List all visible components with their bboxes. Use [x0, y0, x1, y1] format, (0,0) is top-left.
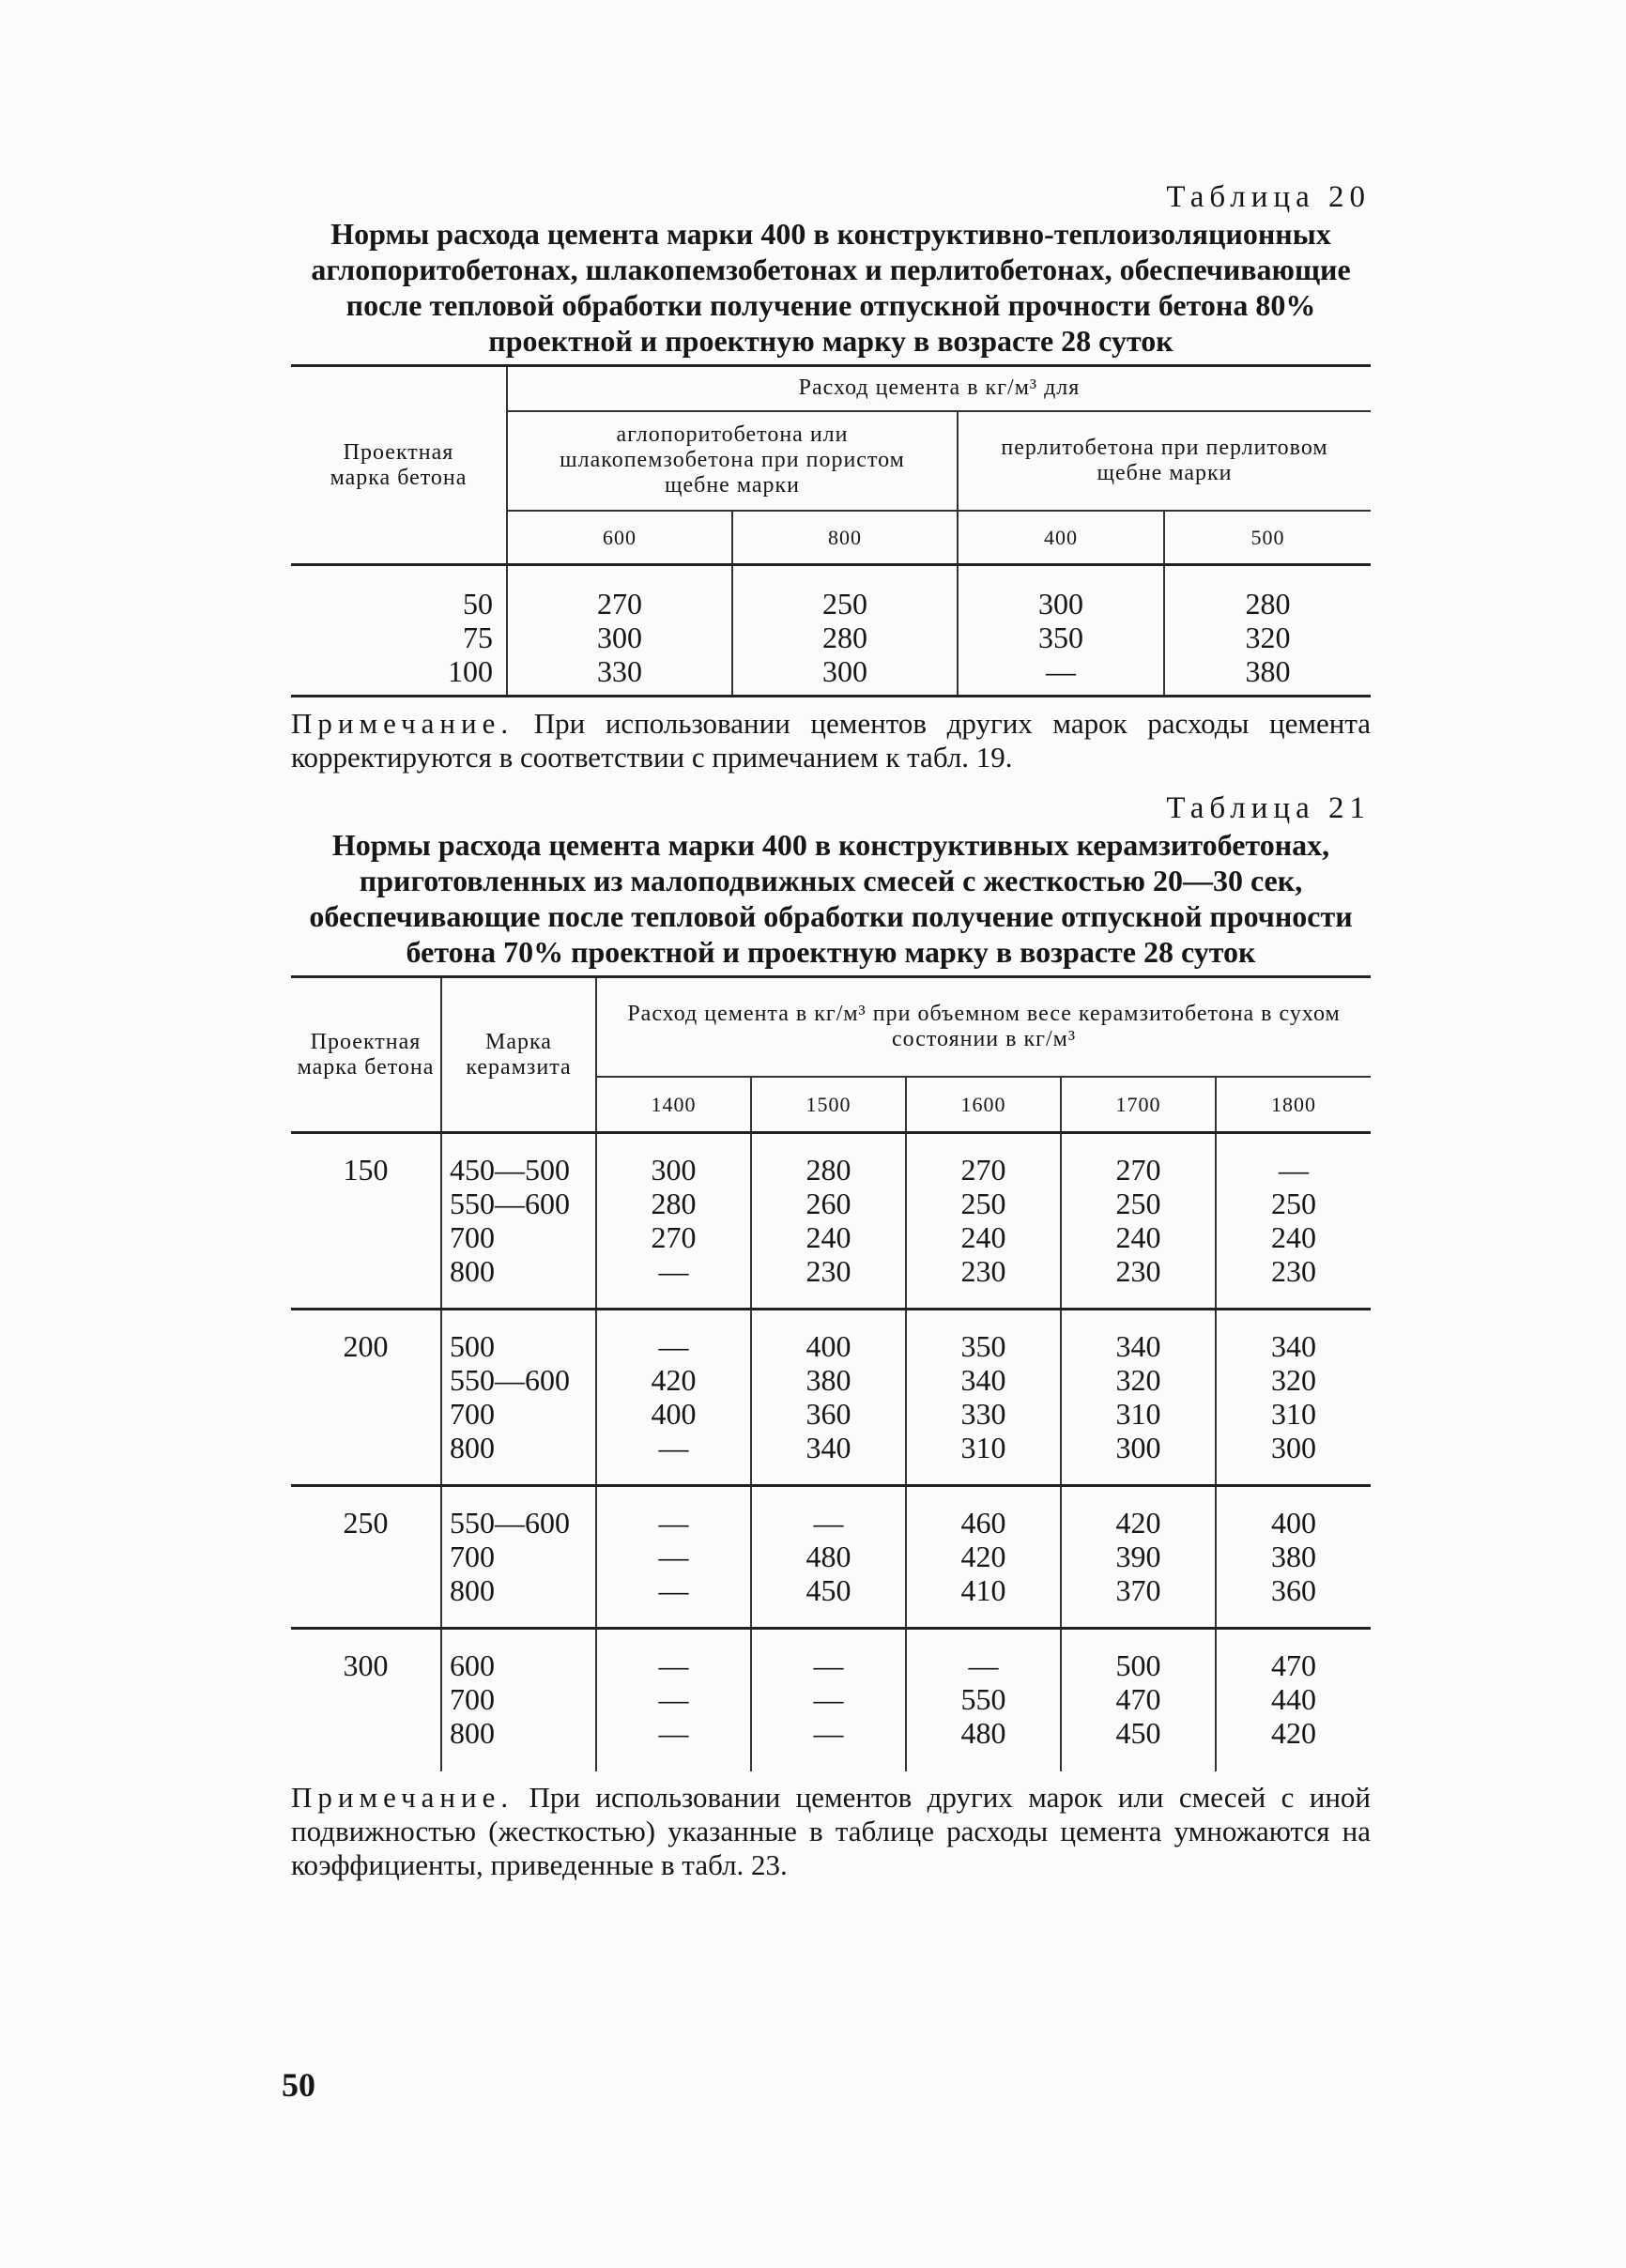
page-content: [291, 178, 1371, 1882]
t21-keramzit-cell: 550—600 700 800: [441, 1486, 596, 1629]
t21-value-cell: 400 380 360 340: [751, 1310, 906, 1486]
note-text: При использовании цементов других марок или смесей с иной подвижностью (жесткостью) указанные в таблице расходы цемента умножаются на коэффициенты, приведенные в табл. 23.: [291, 1780, 1371, 1881]
t21-group-row: [291, 1310, 1371, 1486]
t21-subcol: 1600: [906, 1077, 1061, 1133]
t21-subcol: 1400: [596, 1077, 751, 1133]
t21-value-cell: 270 250 240 230: [1061, 1133, 1216, 1310]
t21-subcol: 1500: [751, 1077, 906, 1133]
t21-group-row: [291, 1133, 1371, 1310]
t21-value-cell: 300 280 270 —: [596, 1133, 751, 1310]
t21-value-cell: — — —: [751, 1629, 906, 1771]
t21-grade-cell: 250: [343, 1506, 389, 1540]
t20-subcol: 400: [958, 511, 1164, 565]
t21-value-cell: 470 440 420: [1216, 1629, 1371, 1771]
table-21-note: [291, 1781, 1371, 1882]
t20-subcol: 600: [507, 511, 732, 565]
t21-value-cell: — 550 480: [906, 1629, 1061, 1771]
t21-keramzit-cell: 500 550—600 700 800: [441, 1310, 596, 1486]
t21-value-cell: 420 390 370: [1061, 1486, 1216, 1629]
t21-value-cell: — 480 450: [751, 1486, 906, 1629]
t21-group-row: [291, 1486, 1371, 1629]
t20-value-cell: 300 350 —: [958, 565, 1164, 697]
t21-subcol: 1700: [1061, 1077, 1216, 1133]
note-label: Примечание.: [291, 707, 514, 740]
t20-value-cell: 270 300 330: [507, 565, 732, 697]
t20-grade-cell: 50 75 100: [448, 587, 493, 688]
t21-value-cell: — — —: [596, 1629, 751, 1771]
table-21-title: Нормы расхода цемента марки 400 в конструктивных керамзитобетонах, приготовленных из малоподвижных смесей с жесткостью 20—30 сек, обеспечивающие после тепловой обработки получение отпускной прочности бетона 70% проектной и проектную марку в возрасте 28 суток: [309, 828, 1353, 969]
note-text: При использовании цементов других марок расходы цемента корректируются в соответствии с примечанием к табл. 19.: [291, 707, 1372, 774]
note-label: Примечание.: [291, 1780, 514, 1814]
t20-value-cell: 280 320 380: [1164, 565, 1371, 697]
t21-group-row: [291, 1629, 1371, 1771]
t21-value-cell: 500 470 450: [1061, 1629, 1216, 1771]
t21-value-cell: 350 340 330 310: [906, 1310, 1061, 1486]
t21-value-cell: 460 420 410: [906, 1486, 1061, 1629]
t21-subcol: 1800: [1216, 1077, 1371, 1133]
t20-header-grade: Проектная марка бетона: [330, 439, 468, 490]
t21-header-keramzit: Марка керамзита: [441, 977, 596, 1133]
t21-value-cell: 340 320 310 300: [1216, 1310, 1371, 1486]
t21-grade-cell: 300: [343, 1648, 389, 1682]
t21-value-cell: — 420 400 —: [596, 1310, 751, 1486]
t21-header-consumption: Расход цемента в кг/м³ при объемном весе керамзитобетона в сухом состоянии в кг/м³: [596, 977, 1371, 1077]
t20-header-group-agloporite: аглопоритобетона или шлакопемзобетона при пористом щебне марки: [507, 411, 958, 511]
table-20-label: Таблица 20: [1166, 180, 1371, 214]
t21-body: [291, 1133, 1371, 1771]
t21-value-cell: — — —: [596, 1486, 751, 1629]
t20-subcol: 800: [732, 511, 958, 565]
t21-value-cell: 270 250 240 230: [906, 1133, 1061, 1310]
t21-grade-cell: 200: [343, 1329, 389, 1363]
t21-value-cell: 340 320 310 300: [1061, 1310, 1216, 1486]
t21-keramzit-cell: 600 700 800: [441, 1629, 596, 1771]
table-20: [291, 364, 1371, 697]
table-20-title: Нормы расхода цемента марки 400 в конструктивно-теплоизоляционных аглопоритобетонах, шлакопемзобетонах и перлитобетонах, обеспечивающие после тепловой обработки получение отпускной прочности бетона 80% проектной и проектную марку в возрасте 28 суток: [311, 217, 1351, 358]
t20-header-consumption: Расход цемента в кг/м³ для: [507, 366, 1371, 411]
t21-value-cell: 280 260 240 230: [751, 1133, 906, 1310]
t21-header-grade: Проектная марка бетона: [297, 1029, 435, 1080]
t20-value-cell: 250 280 300: [732, 565, 958, 697]
t21-grade-cell: 150: [343, 1153, 389, 1187]
t20-subcol: 500: [1164, 511, 1371, 565]
page-number: 50: [282, 2066, 315, 2104]
table-21: [291, 975, 1371, 1771]
t21-keramzit-cell: 450—500 550—600 700 800: [441, 1133, 596, 1310]
t21-value-cell: — 250 240 230: [1216, 1133, 1371, 1310]
table-21-label: Таблица 21: [1166, 791, 1371, 825]
table-20-note: [291, 707, 1371, 774]
t20-header-group-perlite: перлитобетона при перлитовом щебне марки: [958, 411, 1371, 511]
t21-value-cell: 400 380 360: [1216, 1486, 1371, 1629]
